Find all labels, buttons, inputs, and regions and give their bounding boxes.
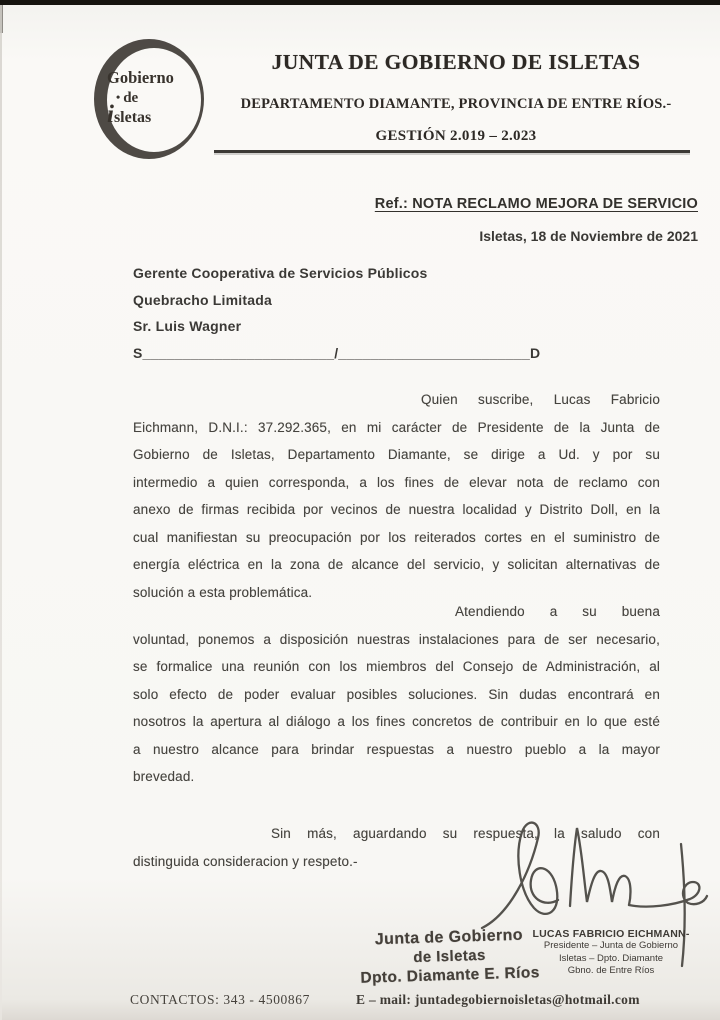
body-line: solución a esta problemática. xyxy=(133,584,313,600)
logo-word-gobierno: Gobierno xyxy=(107,68,174,87)
body-line: intermedio a quien corresponda, a los fines de elevar nota de reclamo con xyxy=(133,474,660,490)
scan-artifact-top-bar xyxy=(0,0,720,5)
stamp-line: Dpto. Diamante E. Ríos xyxy=(360,964,540,987)
org-title: JUNTA DE GOBIERNO DE ISLETAS xyxy=(271,50,641,74)
logo-word-isletas: isletas xyxy=(107,101,152,128)
body-line: Sin más, aguardando su respuesta, la saludo con xyxy=(271,826,660,841)
body-line: se formalice una reunión con los miembros del Consejo de Administración, al xyxy=(133,659,660,674)
body-paragraph-2 xyxy=(133,598,660,791)
logo-text xyxy=(107,68,201,128)
footer-email: E – mail: juntadegobiernoisletas@hotmail.com xyxy=(356,992,640,1007)
body-line: nosotros la apertura al diálogo a los fines concretos de contribuir en lo que esté xyxy=(133,714,660,729)
recipient-line: Gerente Cooperativa de Servicios Públicos xyxy=(133,265,428,281)
stylized-i: i xyxy=(107,101,114,128)
body-line: Quien suscribe, Lucas Fabricio xyxy=(421,392,660,407)
stamp-line: Junta de Gobierno xyxy=(374,926,524,949)
recipient-line: Quebracho Limitada xyxy=(133,291,272,308)
logo-word-de: • de xyxy=(116,90,139,106)
footer-contacts: CONTACTOS: 343 - 4500867 xyxy=(130,992,310,1007)
body-line: voluntad, ponemos a disposición nuestras instalaciones para de ser necesario, xyxy=(133,631,660,647)
signer-role: Presidente – Junta de Gobierno xyxy=(543,940,679,951)
body-line: a nuestro alcance para brindar respuestas a nuestro pueblo a la mayor xyxy=(133,741,660,757)
recipient-line: Sr. Luis Wagner xyxy=(133,318,242,334)
body-line: Gobierno de Isletas, Departamento Diamante, se dirige a Ud. y por su xyxy=(133,447,660,462)
letterhead-divider xyxy=(214,150,690,153)
body-paragraph-1 xyxy=(133,386,660,606)
body-line: Eichmann, D.N.I.: 37.292.365, en mi carácter de Presidente de la Junta de xyxy=(133,419,660,435)
body-line: energía eléctrica en la zona de alcance del servicio, y solicitan alternativas de xyxy=(133,557,660,572)
body-line: distinguida consideracion y respeto.- xyxy=(133,853,358,869)
signer-name: LUCAS FABRICIO EICHMANN- xyxy=(532,928,690,940)
stamp-line: de Isletas xyxy=(413,946,486,967)
gobierno-isletas-logo xyxy=(90,36,214,168)
body-paragraph-closing xyxy=(133,820,660,875)
body-line: anexo de firmas recibida por vecinos de nuestra localidad y Distrito Doll, en la xyxy=(133,502,660,517)
signer-block xyxy=(518,928,704,978)
body-line: Atendiendo a su buena xyxy=(455,604,660,619)
signer-role: Gbno. de Entre Ríos xyxy=(567,965,655,976)
recipient-block xyxy=(133,260,540,366)
org-term: GESTIÓN 2.019 – 2.023 xyxy=(375,128,537,144)
recipient-sd-line: S________________________/________________________D xyxy=(133,344,541,361)
body-line: solo efecto de poder evaluar posibles soluciones. Sin dudas encontrará en xyxy=(133,686,660,702)
body-line: cual manifiestan su preocupación por los reiterados cortes en el suministro de xyxy=(133,529,660,545)
org-subtitle: DEPARTAMENTO DIAMANTE, PROVINCIA DE ENTRE RÍOS.- xyxy=(240,96,672,112)
body-line: brevedad. xyxy=(133,769,195,784)
scan-artifact-left-edge xyxy=(0,5,2,1020)
stylized-i-dot: • xyxy=(116,90,121,104)
reference-line: Ref.: NOTA RECLAMO MEJORA DE SERVICIO xyxy=(374,196,698,212)
signer-role: Isletas – Dpto. Diamante xyxy=(558,952,664,964)
letterhead xyxy=(212,50,700,145)
date-line: Isletas, 18 de Noviembre de 2021 xyxy=(479,228,698,244)
